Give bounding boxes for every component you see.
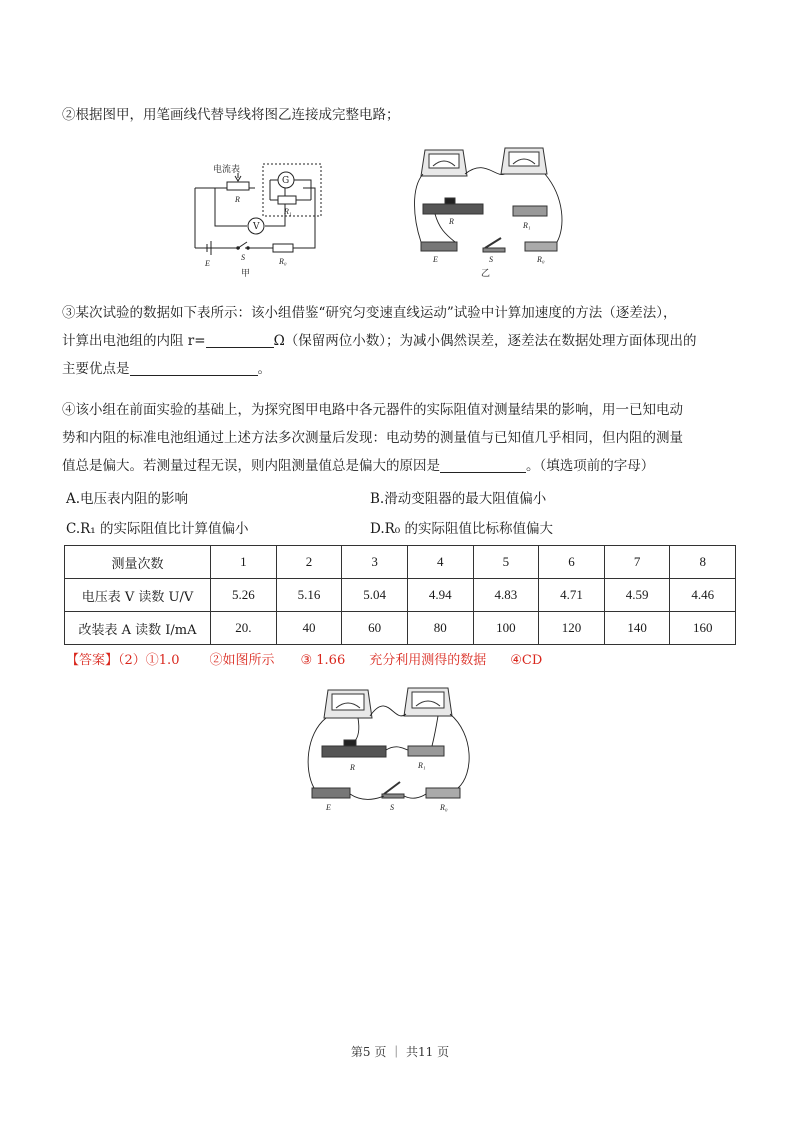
galvanometer-label: G bbox=[282, 176, 290, 186]
circuit-schematic-jia bbox=[185, 158, 330, 283]
table-cell: 8 bbox=[670, 546, 736, 579]
r1-label: R₁ bbox=[284, 207, 292, 216]
table-cell: 20. bbox=[211, 612, 277, 645]
answer-part-4: 充分利用测得的数据 bbox=[369, 653, 487, 668]
figure-caption-jia: 甲 bbox=[241, 269, 251, 279]
question-3-prompt: 计算出电池组的内阻 r= bbox=[62, 333, 206, 349]
answer-part-1: （2）①1.0 bbox=[118, 653, 180, 668]
table-cell: 4.94 bbox=[407, 579, 473, 612]
apparatus-picture-yi bbox=[405, 138, 575, 283]
answer-part-2: ②如图所示 bbox=[209, 653, 275, 668]
table-cell: 120 bbox=[539, 612, 605, 645]
table-cell: 4.46 bbox=[670, 579, 736, 612]
table-cell: 7 bbox=[604, 546, 670, 579]
ammeter-label: 电流表 bbox=[213, 165, 241, 175]
battery-label: E bbox=[326, 803, 331, 812]
table-cell: 80 bbox=[407, 612, 473, 645]
switch-label: S bbox=[390, 803, 394, 812]
answer-blank-advantage bbox=[130, 360, 258, 376]
table-cell: 160 bbox=[670, 612, 736, 645]
voltmeter-label: V bbox=[253, 222, 260, 232]
question-3-unit: Ω（保留两位小数）；为减小偶然误差，逐差法在数据处理方面体现出的 bbox=[273, 333, 697, 349]
table-cell: 5.04 bbox=[342, 579, 408, 612]
rheostat-label: R bbox=[449, 217, 454, 226]
table-cell: 4.83 bbox=[473, 579, 539, 612]
table-header-trial: 测量次数 bbox=[65, 546, 211, 579]
answer-blank-reason bbox=[440, 457, 526, 473]
table-cell: 5.26 bbox=[211, 579, 277, 612]
table-cell: 2 bbox=[276, 546, 342, 579]
question-3-line-1: ③某次试验的数据如下表所示：该小组借鉴“研究匀变速直线运动”试验中计算加速度的方法（逐差法）， bbox=[62, 305, 677, 321]
table-cell: 100 bbox=[473, 612, 539, 645]
page-footer: 第5 页 ｜ 共11 页 bbox=[350, 1045, 450, 1059]
table-cell: 4 bbox=[407, 546, 473, 579]
option-c: C.R₁ 的实际阻值比计算值偏小 bbox=[66, 521, 249, 537]
r0-label: R₀ bbox=[279, 257, 287, 266]
answer-part-3: ③ 1.66 bbox=[300, 653, 346, 668]
question-3-advantage-prompt: 主要优点是 bbox=[62, 361, 130, 377]
question-4-line-2: 势和内阻的标准电池组通过上述方法多次测量后发现：电动势的测量值与已知值几乎相同，但内阻的测量 bbox=[62, 430, 683, 446]
r0-label: R₀ bbox=[537, 255, 545, 264]
option-a: A.电压表内阻的影响 bbox=[66, 491, 189, 507]
answer-blank-r bbox=[206, 332, 274, 348]
table-row bbox=[65, 612, 736, 645]
r1-label: R₁ bbox=[523, 221, 531, 230]
battery-label: E bbox=[433, 255, 438, 264]
figure-caption-yi: 乙 bbox=[481, 269, 491, 279]
question-3-line-2 bbox=[62, 328, 742, 355]
option-d: D.R₀ 的实际阻值比标称值偏大 bbox=[370, 521, 554, 537]
question-4-line-3 bbox=[62, 453, 742, 480]
table-row bbox=[65, 546, 736, 579]
r0-label: R₀ bbox=[440, 803, 448, 812]
table-cell: 5.16 bbox=[276, 579, 342, 612]
switch-label: S bbox=[489, 255, 493, 264]
table-cell: 140 bbox=[604, 612, 670, 645]
table-cell: 5 bbox=[473, 546, 539, 579]
answer-line bbox=[66, 651, 542, 671]
question-3-line-3 bbox=[62, 356, 742, 383]
table-row bbox=[65, 579, 736, 612]
question-4-line-1: ④该小组在前面实验的基础上，为探究图甲电路中各元器件的实际阻值对测量结果的影响，用一已知电动 bbox=[62, 402, 683, 418]
table-header-current: 改装表 A 读数 I/mA bbox=[65, 612, 211, 645]
answer-tag: 【答案】 bbox=[66, 653, 119, 668]
option-b: B.滑动变阻器的最大阻值偏小 bbox=[370, 491, 547, 507]
table-header-voltage: 电压表 V 读数 U/V bbox=[65, 579, 211, 612]
question-4-end: 。（填选项前的字母） bbox=[526, 458, 655, 474]
switch-label: S bbox=[241, 253, 245, 262]
table-cell: 4.71 bbox=[539, 579, 605, 612]
rheostat-label: R bbox=[350, 763, 355, 772]
question-2-text: ②根据图甲，用笔画线代替导线将图乙连接成完整电路； bbox=[62, 107, 400, 123]
measurement-table bbox=[64, 545, 736, 645]
question-3-end: 。 bbox=[257, 361, 271, 377]
answer-part-5: ④CD bbox=[510, 653, 543, 668]
table-cell: 40 bbox=[276, 612, 342, 645]
r1-label: R₁ bbox=[418, 761, 426, 770]
apparatus-answer-picture bbox=[298, 684, 478, 824]
table-cell: 4.59 bbox=[604, 579, 670, 612]
table-cell: 3 bbox=[342, 546, 408, 579]
table-cell: 6 bbox=[539, 546, 605, 579]
table-cell: 60 bbox=[342, 612, 408, 645]
rheostat-label: R bbox=[235, 195, 240, 204]
question-4-prompt: 值总是偏大。若测量过程无误，则内阻测量值总是偏大的原因是 bbox=[62, 458, 440, 474]
battery-label: E bbox=[205, 259, 210, 268]
table-cell: 1 bbox=[211, 546, 277, 579]
